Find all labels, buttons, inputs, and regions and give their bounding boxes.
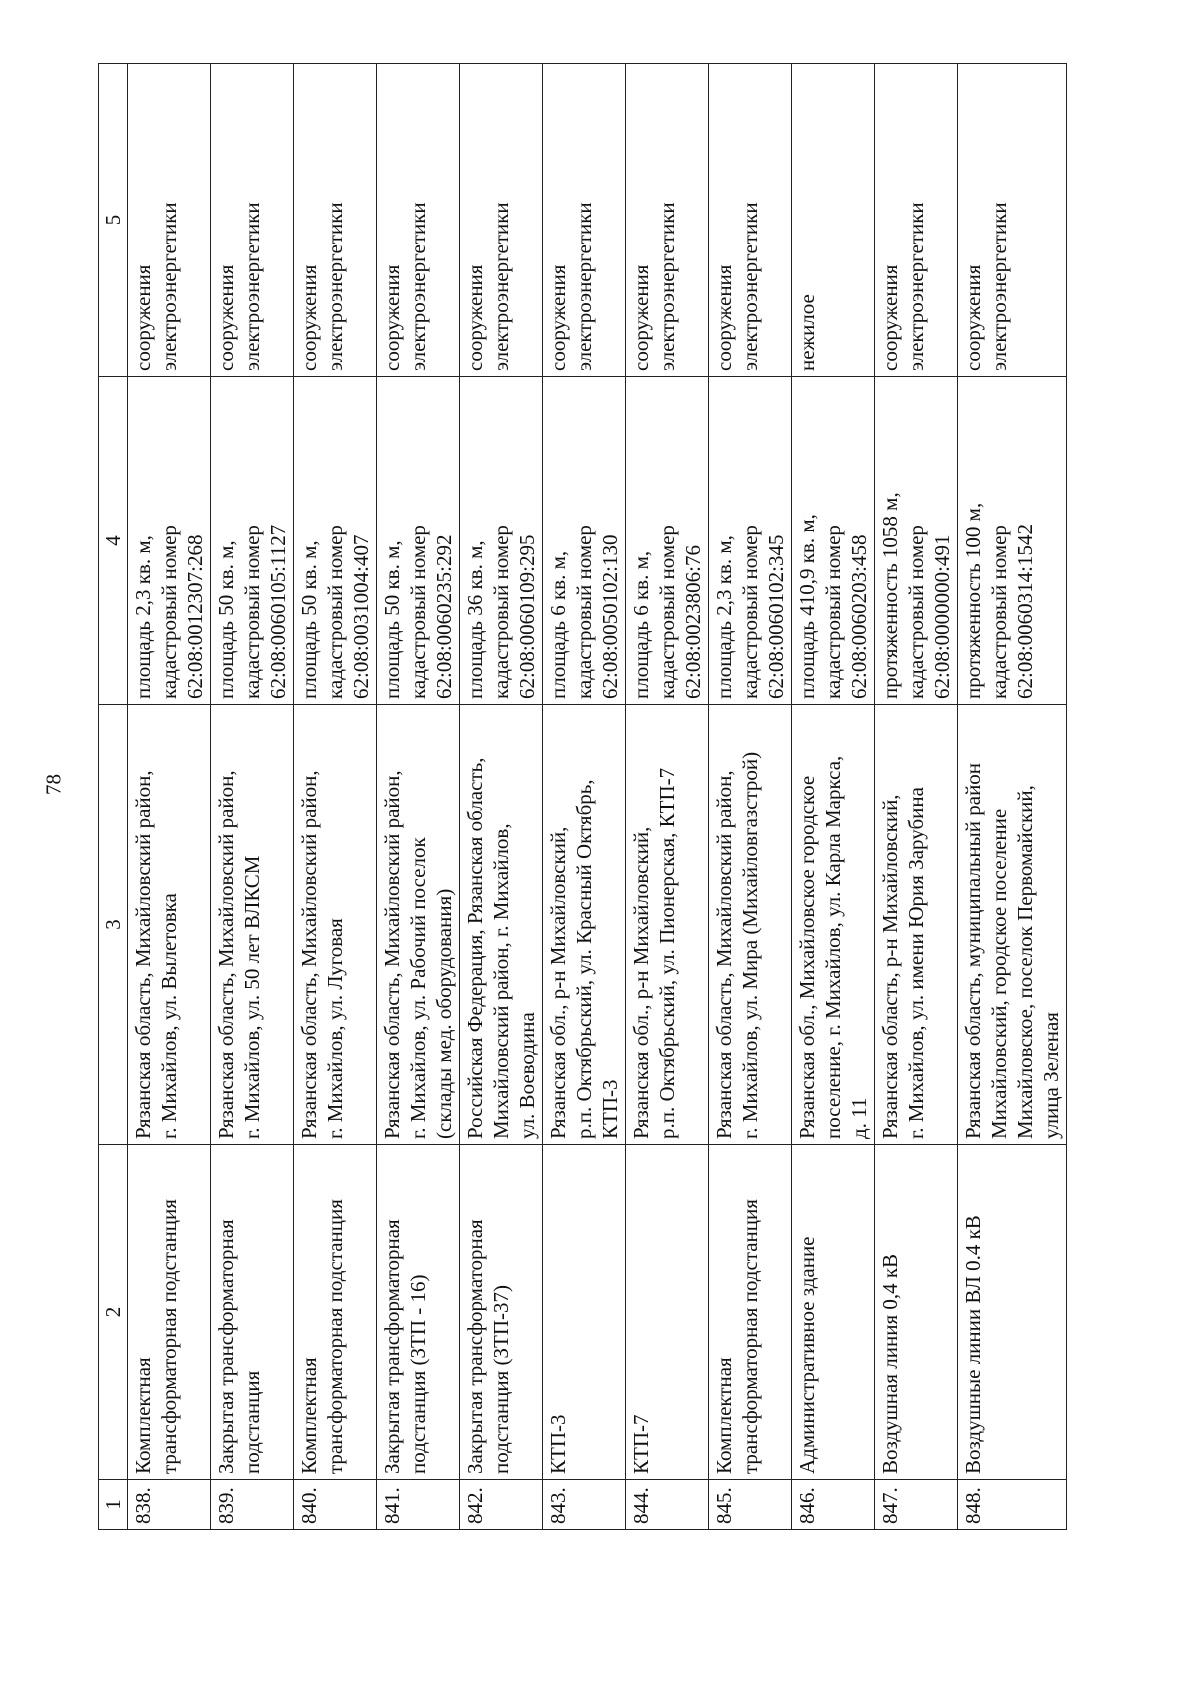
- row-number-cell: 840.: [294, 1480, 377, 1530]
- address-line: Рязанская область, Михайловский район,: [214, 770, 238, 1139]
- purpose-cell: [128, 64, 211, 377]
- characteristics-cell: [543, 377, 626, 705]
- characteristics-line: кадастровый номер: [738, 525, 762, 699]
- table-row: [875, 64, 958, 1530]
- column-header-1: 1: [99, 1480, 128, 1530]
- characteristics-cell: [958, 377, 1067, 705]
- purpose-line: сооружения: [380, 264, 404, 371]
- object-name-line: Закрытая трансформаторная: [380, 1219, 404, 1474]
- address-cell: [543, 705, 626, 1145]
- purpose-cell: [460, 64, 543, 377]
- characteristics-cell: [128, 377, 211, 705]
- address-line: г. Михайлов, ул. Мира (Михайловгазстрой): [738, 751, 762, 1139]
- address-line: Рязанская область, Михайловский район,: [131, 770, 155, 1139]
- purpose-line: электроэнергетики: [904, 202, 928, 371]
- column-header-5: 5: [99, 64, 128, 377]
- object-name-line: подстанция (ЗТП-37): [489, 1284, 513, 1474]
- characteristics-cell: [294, 377, 377, 705]
- purpose-line: электроэнергетики: [323, 202, 347, 371]
- address-cell: [792, 705, 875, 1145]
- characteristics-cell: [709, 377, 792, 705]
- object-name-cell: [958, 1145, 1067, 1480]
- row-number-cell: 842.: [460, 1480, 543, 1530]
- address-line: Михайловский район, г. Михайлов,: [489, 823, 513, 1139]
- rotated-table-container: [98, 64, 1064, 1530]
- purpose-line: электроэнергетики: [489, 202, 513, 371]
- purpose-line: сооружения: [131, 264, 155, 371]
- address-cell: [377, 705, 460, 1145]
- table-row: [543, 64, 626, 1530]
- address-line: г. Михайлов, ул. 50 лет ВЛКСМ: [240, 855, 264, 1139]
- characteristics-line: 62:08:0012307:268: [183, 534, 207, 699]
- address-line: Рязанская область, Михайловский район,: [712, 770, 736, 1139]
- characteristics-line: 62:08:0060109:295: [515, 534, 539, 699]
- address-cell: [626, 705, 709, 1145]
- column-header-3: 3: [99, 705, 128, 1145]
- address-line: Рязанская обл., Михайловское городское: [795, 775, 819, 1139]
- characteristics-line: протяженность 100 м,: [961, 502, 985, 699]
- row-number-cell: 839.: [211, 1480, 294, 1530]
- object-name-line: КТП-3: [546, 1414, 570, 1474]
- characteristics-cell: [792, 377, 875, 705]
- characteristics-line: площадь 50 кв. м,: [214, 540, 238, 699]
- object-name-line: Административное здание: [795, 1236, 819, 1474]
- purpose-cell: [543, 64, 626, 377]
- characteristics-line: 62:08:0031004:407: [349, 534, 373, 699]
- characteristics-line: площадь 410,9 кв. м,: [795, 514, 819, 699]
- purpose-line: сооружения: [878, 264, 902, 371]
- object-name-line: трансформаторная подстанция: [738, 1199, 762, 1474]
- row-number-cell: 848.: [958, 1480, 1067, 1530]
- address-line: г. Михайлов, ул. Рабочий поселок: [406, 837, 430, 1139]
- purpose-line: электроэнергетики: [738, 202, 762, 371]
- characteristics-line: 62:08:0060105:1127: [266, 524, 290, 699]
- characteristics-line: площадь 6 кв. м,: [629, 550, 653, 699]
- characteristics-line: площадь 6 кв. м,: [546, 550, 570, 699]
- object-name-line: Воздушные линии ВЛ 0.4 кВ: [961, 1215, 985, 1474]
- purpose-cell: [294, 64, 377, 377]
- address-line: Рязанская область, р-н Михайловский,: [878, 794, 902, 1139]
- object-name-cell: [128, 1145, 211, 1480]
- address-cell: [958, 705, 1067, 1145]
- characteristics-cell: [875, 377, 958, 705]
- characteristics-line: кадастровый номер: [323, 525, 347, 699]
- table-row: [709, 64, 792, 1530]
- table-row: [128, 64, 211, 1530]
- purpose-cell: [792, 64, 875, 377]
- characteristics-line: 62:08:0050102:130: [598, 534, 622, 699]
- purpose-cell: [958, 64, 1067, 377]
- object-name-cell: [460, 1145, 543, 1480]
- address-line: Михайловское, поселок Первомайский,: [1013, 785, 1037, 1139]
- object-name-line: Комплектная: [131, 1357, 155, 1474]
- column-header-4: 4: [99, 377, 128, 705]
- address-line: Рязанская обл., р-н Михайловский,: [629, 826, 653, 1139]
- address-line: Рязанская обл., р-н Михайловский,: [546, 826, 570, 1139]
- purpose-line: сооружения: [214, 264, 238, 371]
- table-row: [211, 64, 294, 1530]
- purpose-cell: [875, 64, 958, 377]
- object-name-line: Комплектная: [712, 1357, 736, 1474]
- table-row: [460, 64, 543, 1530]
- characteristics-line: кадастровый номер: [987, 525, 1011, 699]
- object-name-cell: [626, 1145, 709, 1480]
- address-cell: [460, 705, 543, 1145]
- address-line: (склады мед. оборудования): [432, 888, 456, 1139]
- purpose-line: электроэнергетики: [572, 202, 596, 371]
- address-line: Рязанская область, Михайловский район,: [297, 770, 321, 1139]
- characteristics-line: площадь 50 кв. м,: [297, 540, 321, 699]
- object-name-line: подстанция: [240, 1370, 264, 1474]
- purpose-line: электроэнергетики: [240, 202, 264, 371]
- address-cell: [211, 705, 294, 1145]
- property-register-table: [98, 63, 1067, 1530]
- characteristics-line: 62:08:0000000:491: [930, 534, 954, 699]
- address-line: г. Михайлов, ул. Вылетовка: [157, 893, 181, 1139]
- row-number-cell: 841.: [377, 1480, 460, 1530]
- address-line: г. Михайлов, ул. имени Юрия Зарубина: [904, 787, 928, 1139]
- characteristics-cell: [211, 377, 294, 705]
- purpose-line: сооружения: [961, 264, 985, 371]
- table-row: [626, 64, 709, 1530]
- row-number-cell: 847.: [875, 1480, 958, 1530]
- table-row: [958, 64, 1067, 1530]
- address-cell: [709, 705, 792, 1145]
- address-line: ул. Воеводина: [515, 1012, 539, 1139]
- address-line: Рязанская область, муниципальный район: [961, 762, 985, 1139]
- object-name-cell: [377, 1145, 460, 1480]
- characteristics-line: площадь 2,3 кв. м,: [131, 535, 155, 699]
- characteristics-line: кадастровый номер: [489, 525, 513, 699]
- purpose-line: сооружения: [297, 264, 321, 371]
- purpose-line: сооружения: [463, 264, 487, 371]
- characteristics-line: 62:08:0060102:345: [764, 534, 788, 699]
- characteristics-line: 62:08:0023806:76: [681, 544, 705, 699]
- purpose-line: электроэнергетики: [406, 202, 430, 371]
- object-name-line: Комплектная: [297, 1357, 321, 1474]
- address-cell: [128, 705, 211, 1145]
- object-name-cell: [211, 1145, 294, 1480]
- object-name-line: Воздушная линия 0,4 кВ: [878, 1253, 902, 1474]
- purpose-cell: [377, 64, 460, 377]
- address-cell: [294, 705, 377, 1145]
- purpose-line: сооружения: [546, 264, 570, 371]
- object-name-cell: [294, 1145, 377, 1480]
- characteristics-line: 62:08:0060314:1542: [1013, 523, 1037, 699]
- characteristics-line: кадастровый номер: [821, 525, 845, 699]
- characteristics-cell: [626, 377, 709, 705]
- object-name-cell: [543, 1145, 626, 1480]
- characteristics-line: площадь 36 кв. м,: [463, 540, 487, 699]
- characteristics-line: кадастровый номер: [240, 525, 264, 699]
- characteristics-cell: [377, 377, 460, 705]
- row-number-cell: 844.: [626, 1480, 709, 1530]
- object-name-line: КТП-7: [629, 1414, 653, 1474]
- address-line: р.п. Октябрьский, ул. Пионерская, КТП-7: [655, 767, 679, 1139]
- purpose-line: нежилое: [795, 294, 819, 371]
- row-number-cell: 845.: [709, 1480, 792, 1530]
- page-number: 78: [41, 774, 66, 795]
- object-name-line: подстанция (ЗТП - 16): [406, 1274, 430, 1474]
- address-line: Рязанская область, Михайловский район,: [380, 770, 404, 1139]
- table-row: [377, 64, 460, 1530]
- characteristics-line: кадастровый номер: [655, 525, 679, 699]
- purpose-cell: [709, 64, 792, 377]
- characteristics-line: кадастровый номер: [572, 525, 596, 699]
- address-line: поселение, г. Михайлов, ул. Карла Маркса,: [821, 755, 845, 1139]
- characteristics-line: протяженность 1058 м,: [878, 492, 902, 699]
- object-name-cell: [875, 1145, 958, 1480]
- table-row: [294, 64, 377, 1530]
- characteristics-line: 62:08:0060203:458: [847, 534, 871, 699]
- characteristics-line: площадь 2,3 кв. м,: [712, 535, 736, 699]
- address-line: улица Зеленая: [1039, 1012, 1063, 1139]
- address-line: Михайловский, городское поселение: [987, 808, 1011, 1139]
- purpose-line: сооружения: [629, 264, 653, 371]
- table-body: [99, 64, 1067, 1530]
- purpose-cell: [211, 64, 294, 377]
- characteristics-line: площадь 50 кв. м,: [380, 540, 404, 699]
- column-header-2: 2: [99, 1145, 128, 1480]
- table-header-row: [99, 64, 128, 1530]
- characteristics-line: кадастровый номер: [157, 525, 181, 699]
- object-name-cell: [792, 1145, 875, 1480]
- object-name-line: Закрытая трансформаторная: [214, 1219, 238, 1474]
- characteristics-line: 62:08:0060235:292: [432, 534, 456, 699]
- characteristics-line: кадастровый номер: [904, 525, 928, 699]
- purpose-line: сооружения: [712, 264, 736, 371]
- row-number-cell: 846.: [792, 1480, 875, 1530]
- object-name-line: Закрытая трансформаторная: [463, 1219, 487, 1474]
- purpose-line: электроэнергетики: [157, 202, 181, 371]
- characteristics-line: кадастровый номер: [406, 525, 430, 699]
- address-line: Российская Федерация, Рязанская область,: [463, 757, 487, 1139]
- address-line: КТП-3: [598, 1079, 622, 1139]
- address-line: д. 11: [847, 1097, 871, 1139]
- address-cell: [875, 705, 958, 1145]
- purpose-line: электроэнергетики: [655, 202, 679, 371]
- row-number-cell: 843.: [543, 1480, 626, 1530]
- row-number-cell: 838.: [128, 1480, 211, 1530]
- address-line: р.п. Октябрьский, ул. Красный Октябрь,: [572, 779, 596, 1139]
- object-name-line: трансформаторная подстанция: [157, 1199, 181, 1474]
- address-line: г. Михайлов, ул. Луговая: [323, 918, 347, 1139]
- purpose-cell: [626, 64, 709, 377]
- object-name-line: трансформаторная подстанция: [323, 1199, 347, 1474]
- object-name-cell: [709, 1145, 792, 1480]
- characteristics-cell: [460, 377, 543, 705]
- purpose-line: электроэнергетики: [987, 202, 1011, 371]
- table-row: [792, 64, 875, 1530]
